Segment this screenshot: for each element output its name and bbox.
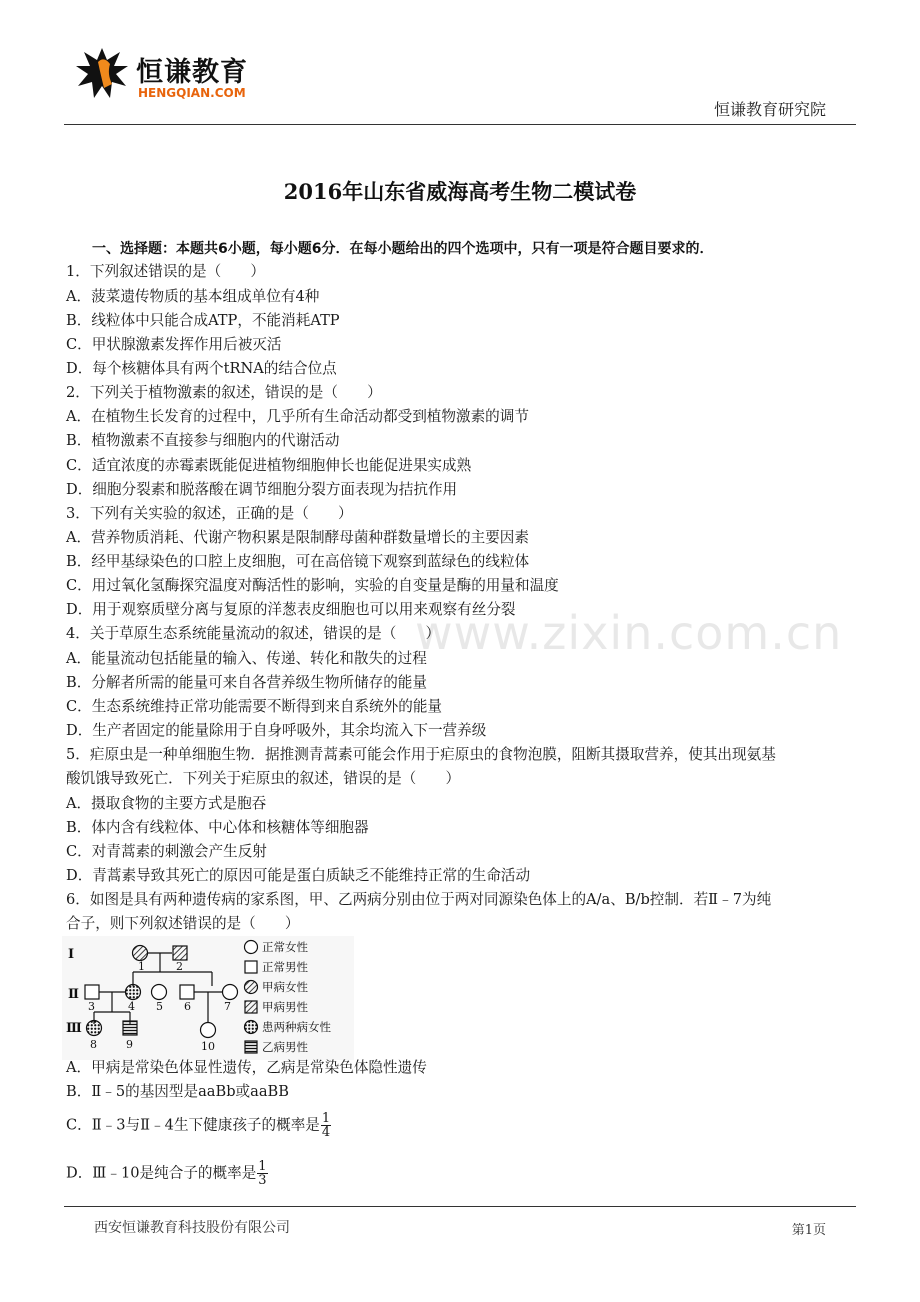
legend-normal-female: 正常女性 [262,940,308,954]
q4-option-a: A．能量流动包括能量的输入、传递、转化和散失的过程 [66,650,427,667]
fraction-denominator: 4 [321,1125,331,1140]
id-2: 2 [176,960,183,973]
individual-2-affected-male [173,946,187,960]
fraction-numerator: 1 [258,1159,267,1174]
legend-both-diseases-female-icon [245,1021,258,1034]
q4-option-b: B．分解者所需的能量可来自各营养级生物所储存的能量 [66,674,427,691]
header-divider [64,124,856,125]
legend-normal-female-icon [245,941,258,954]
q6-stem-line2: 合子，则下列叙述错误的是（ ） [66,915,300,932]
legend-both-diseases-female: 患两种病女性 [262,1020,331,1034]
q6-option-b: B．Ⅱ﹣5的基因型是aaBb或aaBB [66,1083,289,1100]
legend-disease-a-male: 甲病男性 [262,1000,308,1014]
individual-5-normal-female [152,985,167,1000]
q3-option-d: D．用于观察质壁分离与复原的洋葱表皮细胞也可以用来观察有丝分裂 [66,601,516,618]
q6-option-a: A．甲病是常染色体显性遗传，乙病是常染色体隐性遗传 [66,1059,427,1076]
q5-option-b: B．体内含有线粒体、中心体和核糖体等细胞器 [66,819,369,836]
q5-option-c: C．对青蒿素的刺激会产生反射 [66,843,267,860]
q2-stem: 2．下列关于植物激素的叙述，错误的是（ ） [66,384,382,401]
id-1: 1 [138,960,145,973]
institute-name: 恒谦教育研究院 [713,100,826,119]
legend-disease-a-female-icon [245,981,258,994]
section-instructions: 一、选择题：本题共6小题，每小题6分．在每小题给出的四个选项中，只有一项是符合题目要求的． [92,241,714,257]
q5-option-a: A．摄取食物的主要方式是胞吞 [66,795,267,812]
q6-option-c [66,1112,331,1139]
fraction-denominator: 3 [258,1173,267,1188]
footer-divider [64,1206,856,1207]
id-9: 9 [126,1038,133,1051]
gen-label-1: Ⅰ [68,947,75,962]
id-10: 10 [201,1040,215,1053]
footer-page-number: 第1页 [791,1223,826,1238]
footer-company: 西安恒谦教育科技股份有限公司 [94,1220,290,1236]
individual-9-disease-b-male [123,1021,137,1035]
page-title: 2016年山东省威海高考生物二模试卷 [283,179,637,204]
q4-option-d: D．生产者固定的能量除用于自身呼吸外，其余均流入下一营养级 [66,722,487,739]
individual-4-both-diseases-female [126,985,141,1000]
q3-stem: 3．下列有关实验的叙述，正确的是（ ） [66,505,353,522]
q5-option-d: D．青蒿素导致其死亡的原因可能是蛋白质缺乏不能维持正常的生命活动 [66,867,531,884]
fraction-numerator: 1 [321,1111,331,1126]
gen-label-3: Ⅲ [66,1021,82,1036]
legend-normal-male: 正常男性 [262,960,308,974]
q1-stem: 1．下列叙述错误的是（ ） [66,263,266,280]
watermark: www.zixin.com.cn [415,606,843,660]
q1-option-d: D．每个核糖体具有两个tRNA的结合位点 [66,360,337,377]
gen-label-2: Ⅱ [68,987,79,1002]
q4-stem: 4．关于草原生态系统能量流动的叙述，错误的是（ ） [66,625,441,642]
q3-option-b: B．经甲基绿染色的口腔上皮细胞，可在高倍镜下观察到蓝绿色的线粒体 [66,553,530,570]
q6-stem-line1: 6．如图是具有两种遗传病的家系图，甲、乙两病分别由位于两对同源染色体上的A/a、B/b控制．若Ⅱ﹣7为纯 [66,891,772,908]
legend-disease-a-male-icon [245,1001,257,1013]
id-4: 4 [128,1000,135,1013]
q5-stem-line2: 酸饥饿导致死亡．下列关于疟原虫的叙述，错误的是（ ） [66,770,461,787]
logo-mark-icon [74,44,130,102]
individual-1-affected-female [133,946,148,961]
individual-8-both-diseases-female [87,1021,102,1036]
q1-option-b: B．线粒体中只能合成ATP，不能消耗ATP [66,312,340,329]
q4-option-c: C．生态系统维持正常功能需要不断得到来自系统外的能量 [66,698,443,715]
q5-stem-line1: 5．疟原虫是一种单细胞生物．据推测青蒿素可能会作用于疟原虫的食物泡膜，阻断其摄取营养，使其出现氨基 [66,746,776,763]
logo-text: 恒谦教育 [136,57,248,88]
q2-option-d: D．细胞分裂素和脱落酸在调节细胞分裂方面表现为拮抗作用 [66,481,458,498]
legend-normal-male-icon [245,961,257,973]
individual-3-normal-male [85,985,99,999]
id-8: 8 [90,1038,97,1051]
legend-disease-b-male-icon [245,1041,257,1053]
q2-option-a: A．在植物生长发育的过程中，几乎所有生命活动都受到植物激素的调节 [66,408,529,425]
id-3: 3 [88,1000,95,1013]
q3-option-a: A．营养物质消耗、代谢产物积累是限制酵母菌种群数量增长的主要因素 [66,529,529,546]
q6-option-d-fraction [257,1160,267,1187]
individual-10-normal-female [201,1023,216,1038]
q2-option-c: C．适宜浓度的赤霉素既能促进植物细胞伸长也能促进果实成熟 [66,457,472,474]
q1-option-a: A．菠菜遗传物质的基本组成单位有4种 [66,288,320,305]
q1-option-c: C．甲状腺激素发挥作用后被灭活 [66,336,282,353]
id-5: 5 [156,1000,163,1013]
q6-option-c-fraction [321,1112,331,1139]
pedigree-chart [62,936,354,1060]
individual-7-normal-female [223,985,238,1000]
id-7: 7 [224,1000,231,1013]
q6-option-d-text: D．Ⅲ﹣10是纯合子的概率是 [66,1164,257,1182]
legend-disease-a-female: 甲病女性 [262,980,308,994]
q2-option-b: B．植物激素不直接参与细胞内的代谢活动 [66,432,340,449]
logo-domain: HENGQIAN.COM [138,86,246,100]
logo [74,40,284,106]
q3-option-c: C．用过氧化氢酶探究温度对酶活性的影响，实验的自变量是酶的用量和温度 [66,577,559,594]
individual-6-normal-male [180,985,194,999]
q6-option-d [66,1160,268,1187]
legend-disease-b-male: 乙病男性 [262,1040,308,1054]
q6-option-c-text: C．Ⅱ﹣3与Ⅱ﹣4生下健康孩子的概率是 [66,1116,320,1134]
id-6: 6 [184,1000,191,1013]
